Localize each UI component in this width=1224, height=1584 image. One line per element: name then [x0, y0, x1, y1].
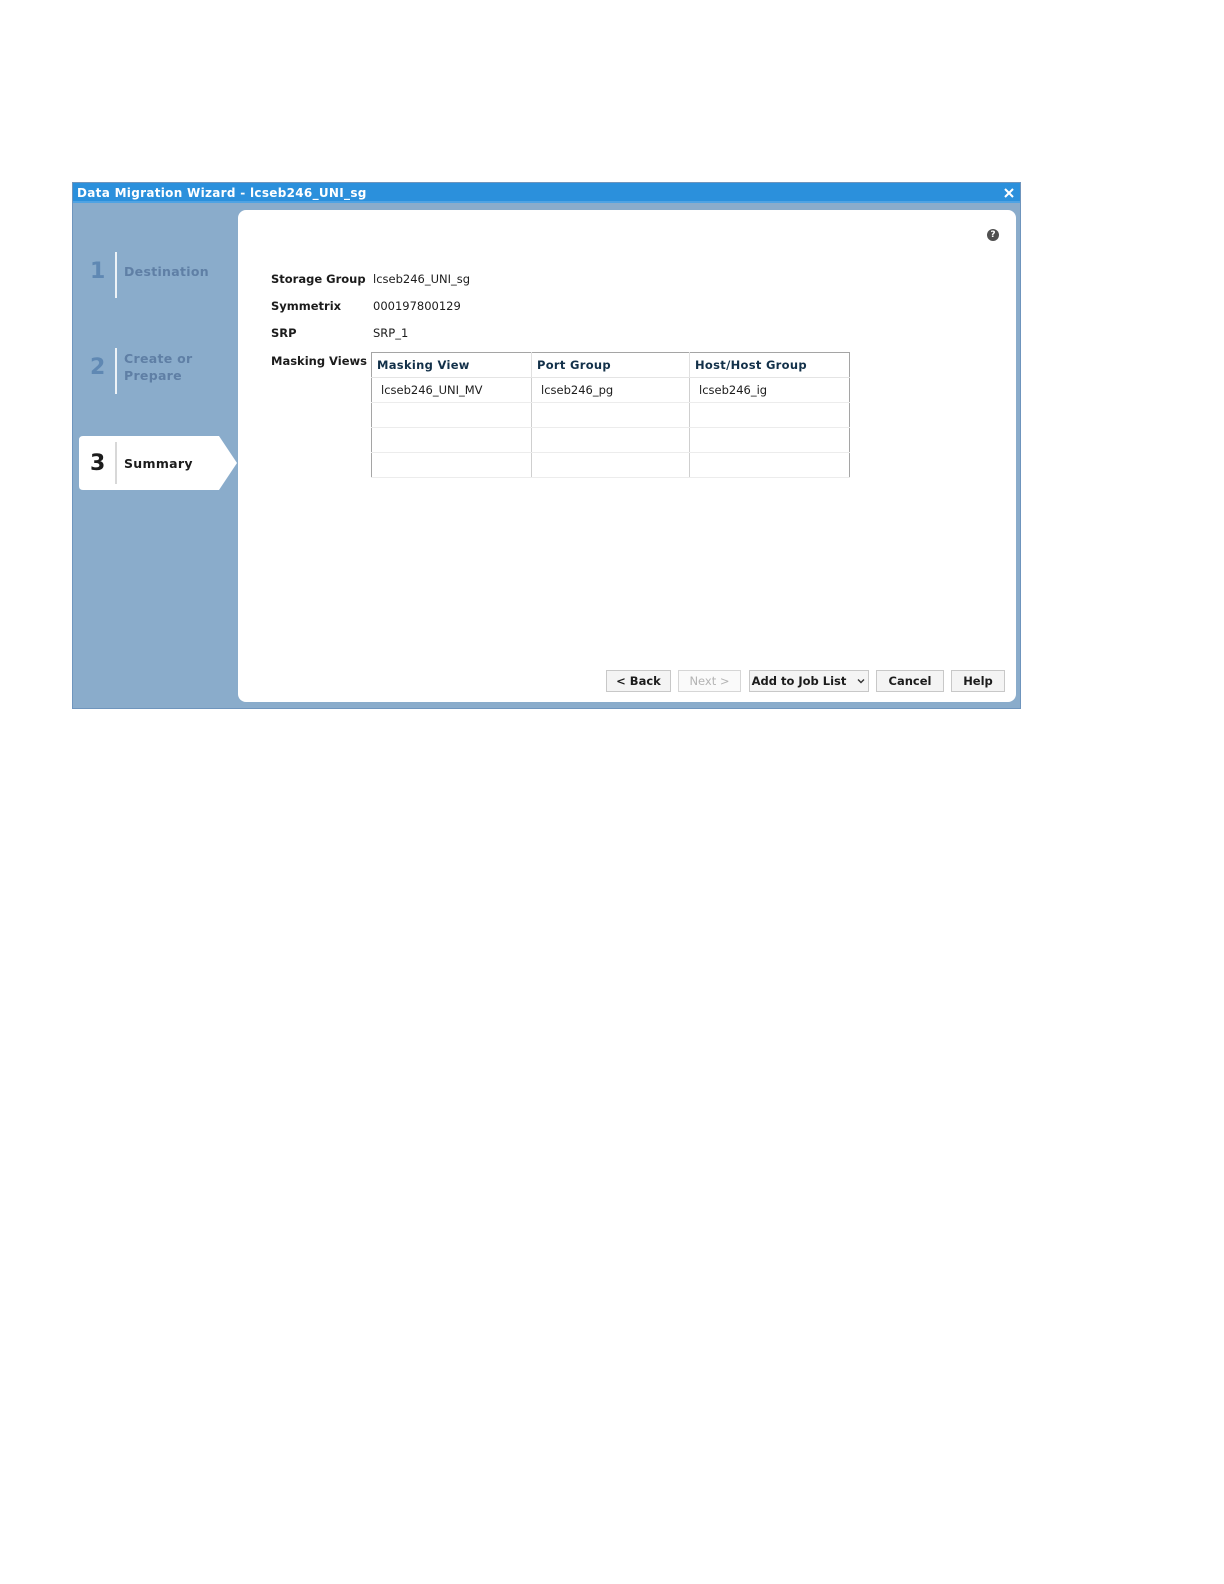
table-cell — [372, 453, 532, 478]
table-cell — [372, 403, 532, 428]
table-cell — [690, 453, 850, 478]
table-cell: lcseb246_pg — [532, 378, 690, 403]
column-header-masking-view[interactable]: Masking View — [372, 353, 532, 378]
srp-value: SRP_1 — [373, 326, 409, 340]
cancel-button[interactable]: Cancel — [876, 670, 944, 692]
step-number: 3 — [90, 450, 106, 476]
step-label — [124, 340, 193, 394]
table-cell — [532, 428, 690, 453]
add-to-job-list-label: Add to Job List — [751, 674, 847, 688]
title-bar — [73, 183, 1020, 203]
table-header-row — [372, 353, 850, 378]
table-row — [372, 453, 850, 478]
back-button[interactable]: < Back — [606, 670, 671, 692]
table-row — [372, 403, 850, 428]
table-cell — [372, 428, 532, 453]
window-title: Data Migration Wizard - lcseb246_UNI_sg — [77, 186, 367, 200]
step-label: Destination — [124, 263, 209, 279]
step-summary[interactable] — [79, 436, 237, 490]
masking-views-label: Masking Views — [271, 354, 367, 368]
table-row — [372, 428, 850, 453]
storage-group-label: Storage Group — [271, 272, 366, 286]
srp-label: SRP — [271, 326, 297, 340]
step-number: 2 — [90, 354, 106, 380]
step-destination[interactable] — [79, 244, 237, 298]
wizard-content-panel — [238, 210, 1016, 702]
masking-views-table — [371, 352, 850, 478]
step-divider — [115, 442, 117, 484]
table-cell: lcseb246_UNI_MV — [372, 378, 532, 403]
step-divider — [115, 252, 117, 298]
help-icon[interactable]: ? — [987, 229, 999, 241]
column-header-port-group[interactable]: Port Group — [532, 353, 690, 378]
table-cell — [532, 403, 690, 428]
add-to-job-list-button[interactable] — [749, 670, 869, 692]
symmetrix-label: Symmetrix — [271, 299, 342, 313]
help-button[interactable]: Help — [951, 670, 1005, 692]
storage-group-value: lcseb246_UNI_sg — [373, 272, 471, 286]
step-label-line-2: Prepare — [124, 368, 182, 383]
table-cell: lcseb246_ig — [690, 378, 850, 403]
wizard-steps-sidebar — [73, 205, 238, 708]
step-number: 1 — [90, 258, 106, 284]
chevron-down-icon[interactable] — [856, 676, 866, 686]
step-create-or-prepare[interactable] — [79, 340, 237, 394]
step-label: Summary — [124, 455, 193, 471]
table-row[interactable] — [372, 378, 850, 403]
column-header-host-group[interactable]: Host/Host Group — [690, 353, 850, 378]
table-cell — [690, 428, 850, 453]
close-icon[interactable] — [1002, 183, 1016, 203]
table-cell — [532, 453, 690, 478]
symmetrix-value: 000197800129 — [373, 299, 461, 313]
table-cell — [690, 403, 850, 428]
step-label-line-1: Create or — [124, 351, 193, 366]
data-migration-wizard-dialog — [72, 182, 1021, 709]
next-button[interactable]: Next > — [678, 670, 741, 692]
step-divider — [115, 348, 117, 394]
